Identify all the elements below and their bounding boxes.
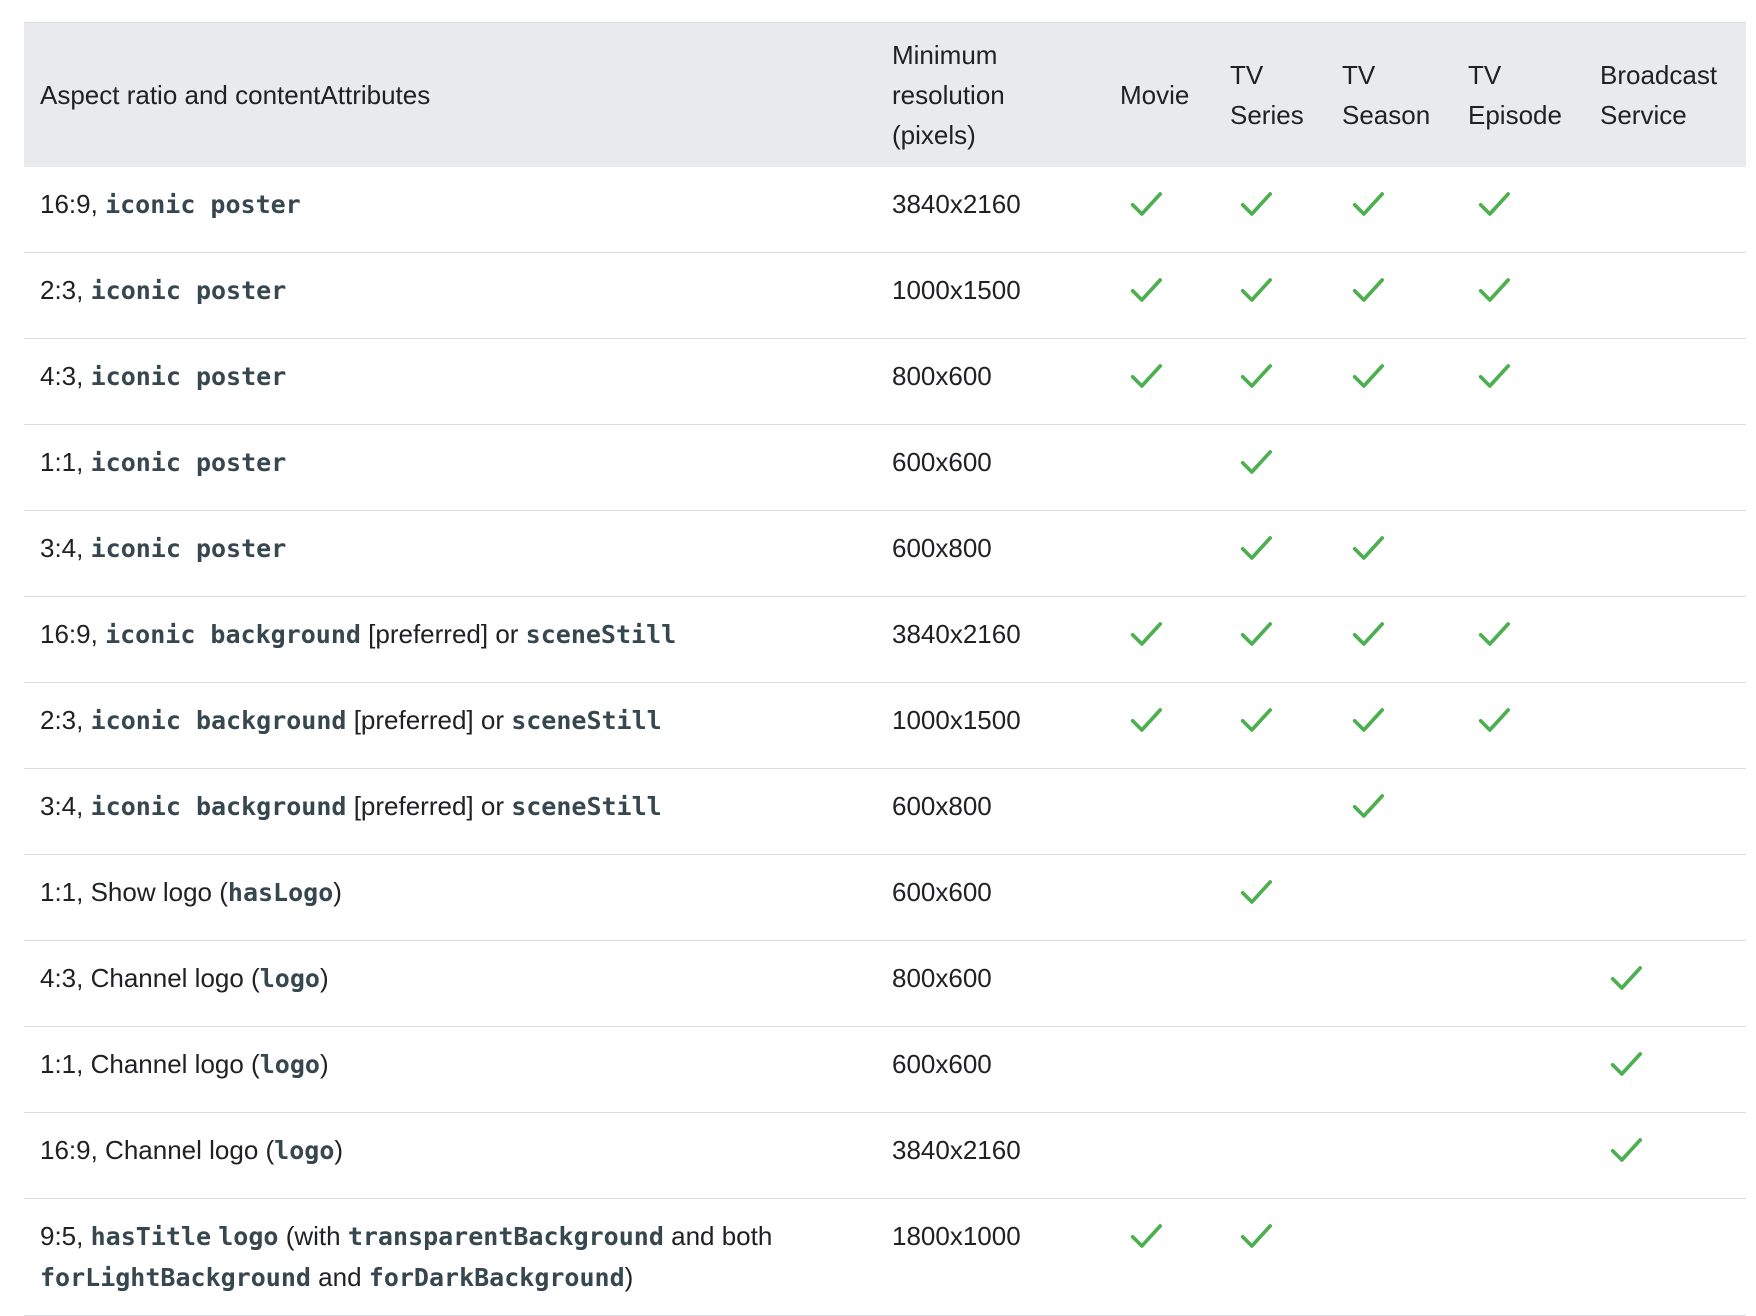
check-icon: [1126, 700, 1166, 740]
label-text: [211, 1221, 218, 1251]
check-icon: [1474, 700, 1514, 740]
header-text: Series: [1230, 100, 1304, 130]
cell-tv-series: [1214, 511, 1326, 597]
label-text: (with: [278, 1221, 348, 1251]
table-row: [24, 769, 1746, 855]
cell-tv-season: [1326, 1199, 1452, 1316]
check-icon: [1606, 1044, 1646, 1084]
table-row: [24, 253, 1746, 339]
content-attribute: iconic poster: [105, 190, 301, 219]
min-resolution-cell: 600x600: [892, 877, 992, 907]
cell-movie: [1104, 1113, 1214, 1199]
content-attribute: iconic poster: [90, 448, 287, 477]
label-text: 1:1,: [40, 447, 91, 477]
aspect-ratio-cell: [24, 425, 876, 511]
cell-broadcast-service: [1584, 1027, 1746, 1113]
check-icon: [1126, 356, 1166, 396]
header-text: Episode: [1468, 100, 1562, 130]
aspect-ratio-cell: [24, 769, 876, 855]
min-resolution-cell: 1000x1500: [892, 275, 1021, 305]
label-text: 2:3,: [40, 705, 91, 735]
cell-tv-season: [1326, 941, 1452, 1027]
label-text: 2:3,: [40, 275, 91, 305]
cell-movie: [1104, 855, 1214, 941]
cell-tv-series: [1214, 339, 1326, 425]
min-resolution-cell: 1000x1500: [892, 705, 1021, 735]
cell-broadcast-service: [1584, 1199, 1746, 1316]
header-tv-episode: [1452, 23, 1584, 168]
header-tv-season: [1326, 23, 1452, 168]
cell-tv-series: [1214, 167, 1326, 253]
aspect-ratio-cell: [24, 167, 876, 253]
label-text: 16:9,: [40, 619, 106, 649]
header-aspect-ratio: [24, 23, 876, 168]
cell-movie: [1104, 941, 1214, 1027]
check-icon: [1606, 1130, 1646, 1170]
cell-tv-series: [1214, 425, 1326, 511]
cell-tv-episode: [1452, 1113, 1584, 1199]
table-row: [24, 597, 1746, 683]
content-attribute: iconic background: [105, 620, 361, 649]
min-resolution-cell: 3840x2160: [892, 1135, 1021, 1165]
content-attribute: iconic poster: [90, 276, 287, 305]
table-row: [24, 425, 1746, 511]
label-text: ): [333, 877, 342, 907]
cell-broadcast-service: [1584, 425, 1746, 511]
cell-broadcast-service: [1584, 339, 1746, 425]
check-icon: [1126, 614, 1166, 654]
header-text: TV: [1342, 60, 1376, 90]
check-icon: [1348, 184, 1388, 224]
cell-tv-episode: [1452, 425, 1584, 511]
cell-movie: [1104, 1199, 1214, 1316]
cell-movie: [1104, 683, 1214, 769]
cell-tv-season: [1326, 1027, 1452, 1113]
aspect-ratio-cell: [24, 253, 876, 339]
cell-tv-season: [1326, 597, 1452, 683]
check-icon: [1348, 700, 1388, 740]
min-resolution-cell: 600x600: [892, 1049, 992, 1079]
check-icon: [1126, 184, 1166, 224]
content-attribute: logo: [274, 1136, 335, 1165]
label-text: ): [319, 1049, 329, 1079]
content-attribute: logo: [259, 964, 320, 993]
cell-tv-series: [1214, 1199, 1326, 1316]
cell-tv-season: [1326, 683, 1452, 769]
cell-movie: [1104, 597, 1214, 683]
check-icon: [1126, 1216, 1166, 1256]
cell-tv-episode: [1452, 597, 1584, 683]
table-row: [24, 855, 1746, 941]
label-text: 4:3, Channel logo (: [40, 963, 260, 993]
cell-movie: [1104, 511, 1214, 597]
header-text: Movie: [1120, 80, 1190, 110]
header-text: resolution: [892, 80, 1005, 110]
content-attribute: iconic background: [90, 706, 347, 735]
table-row: [24, 1113, 1746, 1199]
cell-tv-season: [1326, 339, 1452, 425]
check-icon: [1236, 184, 1276, 224]
cell-tv-series: [1214, 597, 1326, 683]
content-attribute: hasLogo: [227, 878, 334, 907]
content-attribute: forLightBackground: [40, 1263, 311, 1292]
check-icon: [1236, 872, 1276, 912]
table-header: [24, 23, 1746, 168]
aspect-ratio-cell: [24, 339, 876, 425]
label-text: 1:1, Channel logo (: [40, 1049, 260, 1079]
cell-tv-episode: [1452, 855, 1584, 941]
min-resolution-cell: 800x600: [892, 361, 992, 391]
table-row: [24, 683, 1746, 769]
content-attribute: logo: [218, 1222, 279, 1251]
header-text: Minimum: [892, 40, 998, 70]
cell-broadcast-service: [1584, 511, 1746, 597]
aspect-ratio-cell: [24, 597, 876, 683]
cell-tv-episode: [1452, 941, 1584, 1027]
cell-tv-episode: [1452, 683, 1584, 769]
label-text: ): [319, 963, 329, 993]
cell-tv-episode: [1452, 339, 1584, 425]
content-attribute: transparentBackground: [347, 1222, 664, 1251]
min-resolution-cell: 600x800: [892, 791, 992, 821]
check-icon: [1606, 958, 1646, 998]
cell-broadcast-service: [1584, 253, 1746, 339]
label-text: 3:4,: [40, 533, 91, 563]
table-row: [24, 167, 1746, 253]
check-icon: [1236, 614, 1276, 654]
image-spec-table: [24, 22, 1746, 1316]
content-attribute: iconic background: [90, 792, 347, 821]
cell-tv-series: [1214, 683, 1326, 769]
check-icon: [1236, 1216, 1276, 1256]
cell-broadcast-service: [1584, 683, 1746, 769]
cell-tv-series: [1214, 941, 1326, 1027]
content-attribute: hasTitle: [90, 1222, 212, 1251]
label-text: 4:3,: [40, 361, 91, 391]
cell-broadcast-service: [1584, 1113, 1746, 1199]
label-text: [preferred] or: [346, 705, 512, 735]
header-text: Aspect ratio and contentAttributes: [40, 80, 431, 110]
min-resolution-cell: 3840x2160: [892, 189, 1021, 219]
label-text: 9:5,: [40, 1221, 91, 1251]
content-attribute: iconic poster: [90, 534, 287, 563]
cell-tv-season: [1326, 855, 1452, 941]
check-icon: [1474, 184, 1514, 224]
cell-movie: [1104, 1027, 1214, 1113]
cell-movie: [1104, 167, 1214, 253]
min-resolution-cell: 800x600: [892, 963, 992, 993]
cell-tv-episode: [1452, 167, 1584, 253]
table-row: [24, 941, 1746, 1027]
check-icon: [1236, 528, 1276, 568]
aspect-ratio-cell: [24, 511, 876, 597]
cell-broadcast-service: [1584, 855, 1746, 941]
cell-tv-episode: [1452, 1027, 1584, 1113]
min-resolution-cell: 3840x2160: [892, 619, 1021, 649]
check-icon: [1348, 528, 1388, 568]
content-attribute: forDarkBackground: [368, 1263, 625, 1292]
label-text: ): [334, 1135, 344, 1165]
header-text: Service: [1600, 100, 1687, 130]
cell-tv-season: [1326, 1113, 1452, 1199]
cell-tv-series: [1214, 1113, 1326, 1199]
check-icon: [1348, 270, 1388, 310]
label-text: 3:4,: [40, 791, 91, 821]
cell-movie: [1104, 253, 1214, 339]
header-row: [24, 23, 1746, 168]
header-text: Broadcast: [1600, 60, 1718, 90]
min-resolution-cell: 600x600: [892, 447, 992, 477]
aspect-ratio-cell: [24, 1027, 876, 1113]
table-row: [24, 511, 1746, 597]
label-text: 1:1, Show logo (: [40, 877, 228, 907]
cell-tv-series: [1214, 1027, 1326, 1113]
check-icon: [1236, 442, 1276, 482]
min-resolution-cell: 600x800: [892, 533, 992, 563]
cell-tv-season: [1326, 425, 1452, 511]
label-text: and: [310, 1262, 369, 1292]
check-icon: [1474, 356, 1514, 396]
content-attribute: logo: [259, 1050, 320, 1079]
image-spec-table-container: [24, 22, 1746, 1316]
label-text: 16:9, Channel logo (: [40, 1135, 275, 1165]
cell-tv-season: [1326, 167, 1452, 253]
content-attribute: sceneStill: [525, 620, 677, 649]
aspect-ratio-cell: [24, 1113, 876, 1199]
cell-tv-episode: [1452, 1199, 1584, 1316]
header-text: Season: [1342, 100, 1431, 130]
cell-tv-episode: [1452, 769, 1584, 855]
check-icon: [1236, 270, 1276, 310]
aspect-ratio-cell: [24, 1199, 876, 1316]
cell-broadcast-service: [1584, 167, 1746, 253]
check-icon: [1348, 356, 1388, 396]
header-min-resolution: [876, 23, 1104, 168]
check-icon: [1474, 614, 1514, 654]
cell-tv-series: [1214, 769, 1326, 855]
check-icon: [1236, 356, 1276, 396]
table-row: [24, 1199, 1746, 1316]
check-icon: [1126, 270, 1166, 310]
label-text: [preferred] or: [360, 619, 526, 649]
table-body: [24, 167, 1746, 1316]
aspect-ratio-cell: [24, 683, 876, 769]
cell-movie: [1104, 769, 1214, 855]
content-attribute: sceneStill: [511, 706, 662, 735]
header-tv-series: [1214, 23, 1326, 168]
check-icon: [1348, 786, 1388, 826]
header-text: TV: [1230, 60, 1264, 90]
label-text: [preferred] or: [346, 791, 512, 821]
header-text: TV: [1468, 60, 1502, 90]
content-attribute: sceneStill: [511, 792, 662, 821]
cell-tv-series: [1214, 253, 1326, 339]
check-icon: [1236, 700, 1276, 740]
header-broadcast-service: [1584, 23, 1746, 168]
cell-tv-episode: [1452, 253, 1584, 339]
check-icon: [1348, 614, 1388, 654]
label-text: ): [624, 1262, 634, 1292]
cell-tv-season: [1326, 769, 1452, 855]
table-row: [24, 1027, 1746, 1113]
cell-broadcast-service: [1584, 597, 1746, 683]
cell-tv-series: [1214, 855, 1326, 941]
header-text: (pixels): [892, 120, 976, 150]
cell-tv-season: [1326, 511, 1452, 597]
cell-broadcast-service: [1584, 941, 1746, 1027]
table-row: [24, 339, 1746, 425]
min-resolution-cell: 1800x1000: [892, 1221, 1021, 1251]
label-text: and both: [663, 1221, 773, 1251]
cell-broadcast-service: [1584, 769, 1746, 855]
cell-tv-season: [1326, 253, 1452, 339]
aspect-ratio-cell: [24, 855, 876, 941]
label-text: 16:9,: [40, 189, 106, 219]
aspect-ratio-cell: [24, 941, 876, 1027]
check-icon: [1474, 270, 1514, 310]
header-movie: [1104, 23, 1214, 168]
cell-movie: [1104, 339, 1214, 425]
cell-movie: [1104, 425, 1214, 511]
cell-tv-episode: [1452, 511, 1584, 597]
content-attribute: iconic poster: [90, 362, 287, 391]
